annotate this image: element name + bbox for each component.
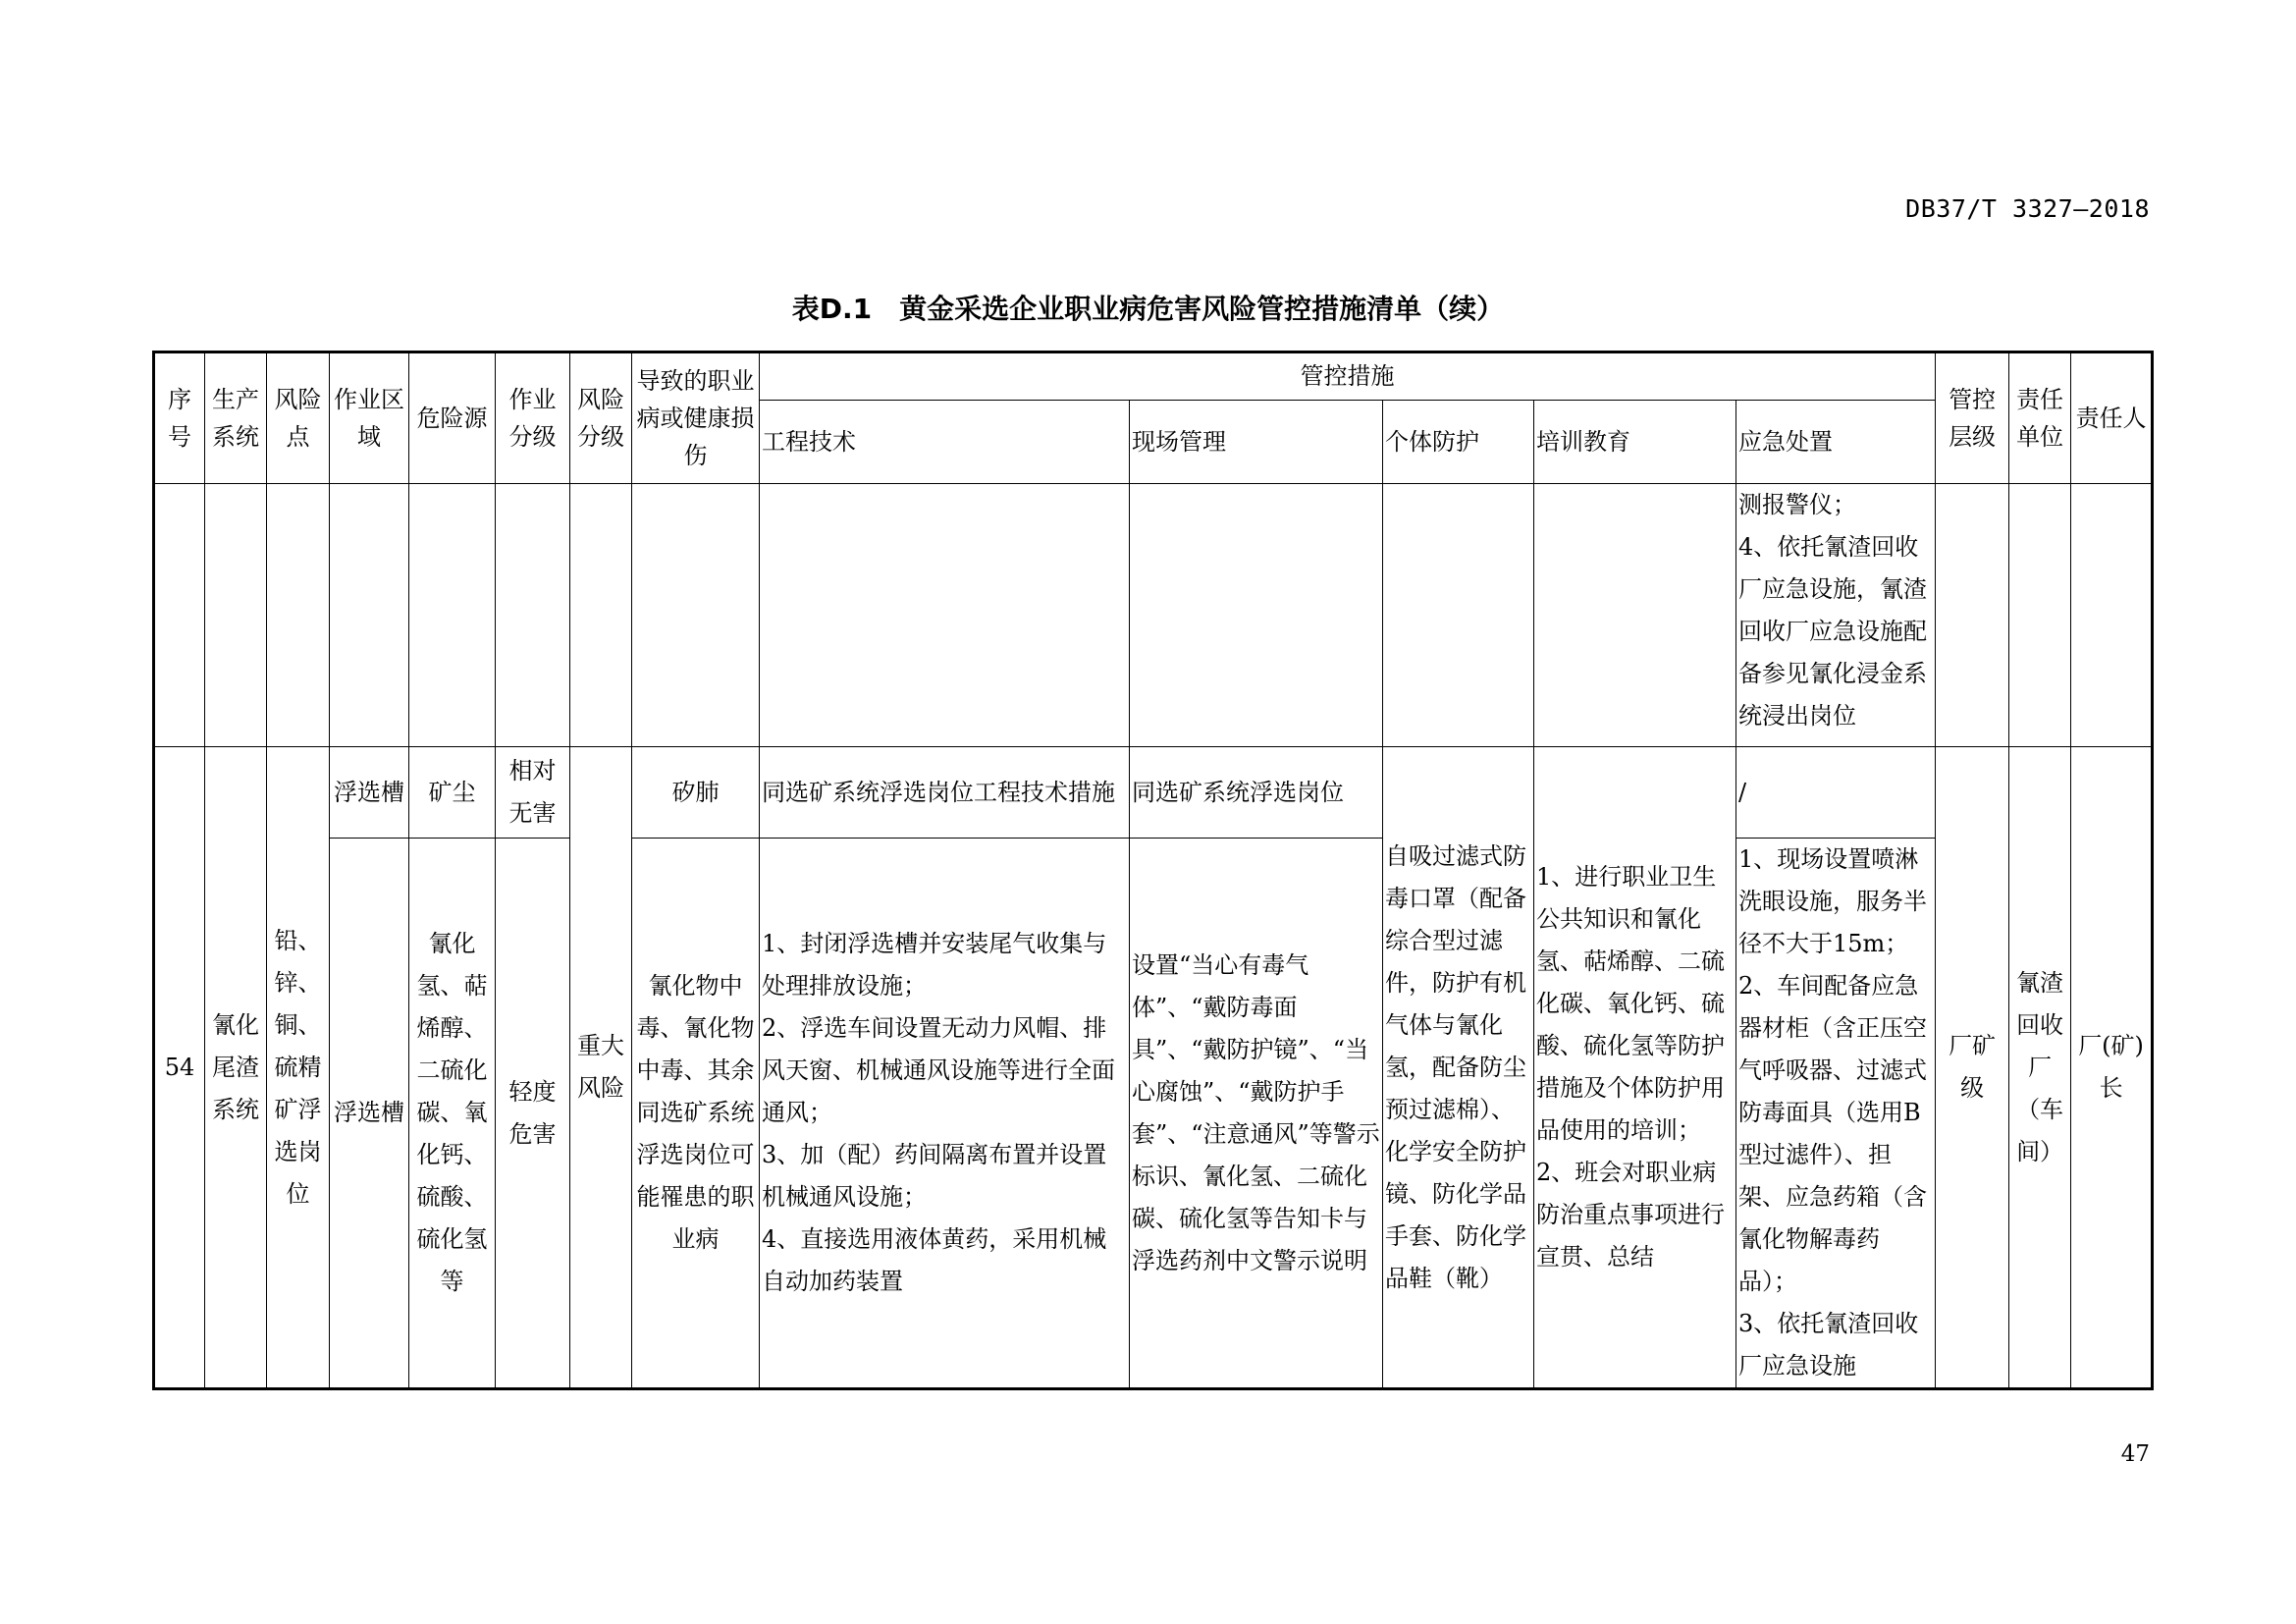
col-system: 生产系统	[205, 352, 267, 484]
standard-code: DB37/T 3327—2018	[1905, 194, 2150, 223]
col-risk-grade: 风险分级	[570, 352, 632, 484]
table-number: 表D.1	[791, 293, 873, 325]
col-seq: 序号	[154, 352, 205, 484]
row54b-emergency: 1、现场设置喷淋洗眼设施，服务半径不大于15m； 2、车间配备应急器材柜（含正压空气呼吸器、过滤式防毒面具（选用B型过滤件）、担架、应急药箱（含氰化物解毒药品）； 3、依托氰渣回收厂应急设施	[1736, 839, 1936, 1389]
row54a-work-area: 浮选槽	[330, 747, 409, 839]
row54b-work-grade: 轻度危害	[496, 839, 570, 1389]
col-ppe: 个体防护	[1383, 401, 1534, 484]
col-site-mgmt: 现场管理	[1130, 401, 1383, 484]
row54a-hazard: 矿尘	[409, 747, 496, 839]
table-title	[0, 288, 2296, 327]
row54-risk-point: 铅、锌、铜、硫精矿浮选岗位	[267, 747, 330, 1389]
col-training: 培训教育	[1534, 401, 1736, 484]
row54a-emergency: /	[1736, 747, 1936, 839]
col-resp-person: 责任人	[2071, 352, 2153, 484]
col-resp-unit: 责任单位	[2009, 352, 2071, 484]
col-risk-point: 风险点	[267, 352, 330, 484]
row54b-site-mgmt: 设置“当心有毒气体”、“戴防毒面具”、“戴防护镜”、“当心腐蚀”、“戴防护手套”、“注意通风”等警示标识、氰化氢、二硫化碳、硫化氢等告知卡与浮选药剂中文警示说明	[1130, 839, 1383, 1389]
row54a-site-mgmt: 同选矿系统浮选岗位	[1130, 747, 1383, 839]
continuation-row	[154, 484, 2153, 747]
row54-system: 氰化尾渣系统	[205, 747, 267, 1389]
row54-resp-person: 厂(矿)长	[2071, 747, 2153, 1389]
col-engineering: 工程技术	[760, 401, 1130, 484]
col-hazard: 危险源	[409, 352, 496, 484]
table-row	[154, 747, 2153, 839]
row54b-hazard: 氰化氢、萜烯醇、二硫化碳、氧化钙、硫酸、硫化氢等	[409, 839, 496, 1389]
col-work-grade: 作业分级	[496, 352, 570, 484]
row54-mgmt-level: 厂矿级	[1936, 747, 2009, 1389]
page-number: 47	[2120, 1441, 2150, 1467]
row54a-disease: 矽肺	[632, 747, 760, 839]
risk-control-table	[152, 351, 2154, 1390]
table-title-text: 黄金采选企业职业病危害风险管控措施清单（续）	[899, 293, 1505, 325]
row54-risk-grade: 重大风险	[570, 747, 632, 1389]
col-measures: 管控措施	[760, 352, 1936, 401]
row54b-engineering: 1、封闭浮选槽并安装尾气收集与处理排放设施； 2、浮选车间设置无动力风帽、排风天窗、机械通风设施等进行全面通风； 3、加（配）药间隔离布置并设置机械通风设施； 4、直接选用液体黄药，采用机械自动加药装置	[760, 839, 1130, 1389]
cont-emergency-cell: 测报警仪； 4、依托氰渣回收厂应急设施，氰渣回收厂应急设施配备参见氰化浸金系统浸出岗位	[1736, 484, 1936, 747]
row54-ppe: 自吸过滤式防毒口罩（配备综合型过滤件，防护有机气体与氰化氢，配备防尘预过滤棉）、化学安全防护镜、防化学品手套、防化学品鞋（靴）	[1383, 747, 1534, 1389]
row54b-disease: 氰化物中毒、氰化物中毒、其余同选矿系统浮选岗位可能罹患的职业病	[632, 839, 760, 1389]
col-disease: 导致的职业病或健康损伤	[632, 352, 760, 484]
header-row	[154, 352, 2153, 401]
row54a-work-grade: 相对无害	[496, 747, 570, 839]
col-emergency: 应急处置	[1736, 401, 1936, 484]
row54-training: 1、进行职业卫生公共知识和氰化氢、萜烯醇、二硫化碳、氧化钙、硫酸、硫化氢等防护措施及个体防护用品使用的培训； 2、班会对职业病防治重点事项进行宣贯、总结	[1534, 747, 1736, 1389]
col-mgmt-level: 管控层级	[1936, 352, 2009, 484]
row54-resp-unit: 氰渣回收厂（车间）	[2009, 747, 2071, 1389]
table-row	[154, 839, 2153, 1389]
col-work-area: 作业区域	[330, 352, 409, 484]
row54a-engineering: 同选矿系统浮选岗位工程技术措施	[760, 747, 1130, 839]
row54b-work-area: 浮选槽	[330, 839, 409, 1389]
row54-seq: 54	[154, 747, 205, 1389]
